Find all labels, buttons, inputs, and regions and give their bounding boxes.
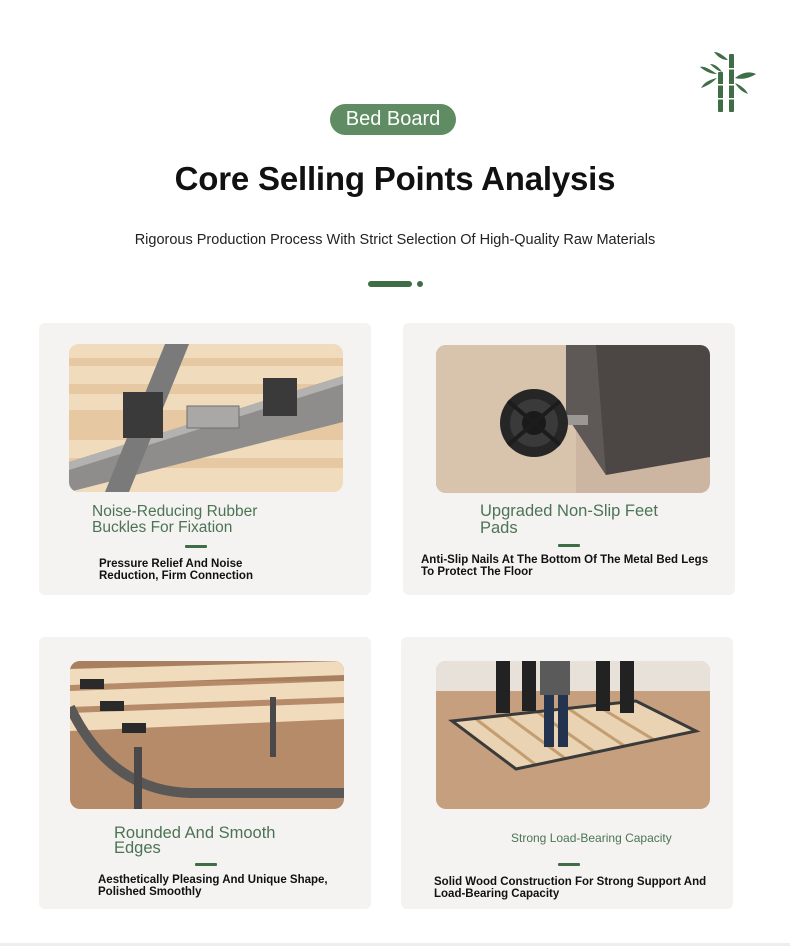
feature-heading: Upgraded Non-Slip Feet Pads (480, 502, 658, 537)
feature-description: Anti-Slip Nails At The Bottom Of The Metal Bed Legs To Protect The Floor (421, 554, 709, 578)
bamboo-icon (696, 50, 760, 114)
heading-underline (558, 544, 580, 547)
feature-description: Pressure Relief And Noise Reduction, Firm Connection (99, 558, 253, 582)
feature-card-2 (403, 323, 735, 595)
feature-heading: Strong Load-Bearing Capacity (511, 831, 672, 845)
feature-image-foot-pad (436, 345, 710, 493)
feature-image-load-bearing (436, 661, 710, 809)
feature-heading: Rounded And Smooth Edges (114, 824, 276, 857)
section-divider-dot (417, 281, 423, 287)
feature-description: Aesthetically Pleasing And Unique Shape, Polished Smoothly (98, 874, 328, 898)
heading-underline (558, 863, 580, 866)
feature-card-4 (401, 637, 733, 909)
heading-underline (185, 545, 207, 548)
category-badge: Bed Board (330, 104, 456, 135)
heading-underline (195, 863, 217, 866)
section-divider (368, 281, 412, 287)
feature-card-1 (39, 323, 371, 595)
feature-image-rubber-buckles (69, 344, 343, 492)
feature-image-rounded-edges (70, 661, 344, 809)
page-title: Core Selling Points Analysis (174, 160, 616, 197)
feature-heading: Noise-Reducing Rubber Buckles For Fixation (92, 503, 258, 536)
page-bottom-border (0, 943, 790, 946)
page-subtitle: Rigorous Production Process With Strict Selection Of High-Quality Raw Materials (134, 232, 656, 248)
feature-card-3 (39, 637, 371, 909)
feature-description: Solid Wood Construction For Strong Support And Load-Bearing Capacity (434, 876, 707, 900)
